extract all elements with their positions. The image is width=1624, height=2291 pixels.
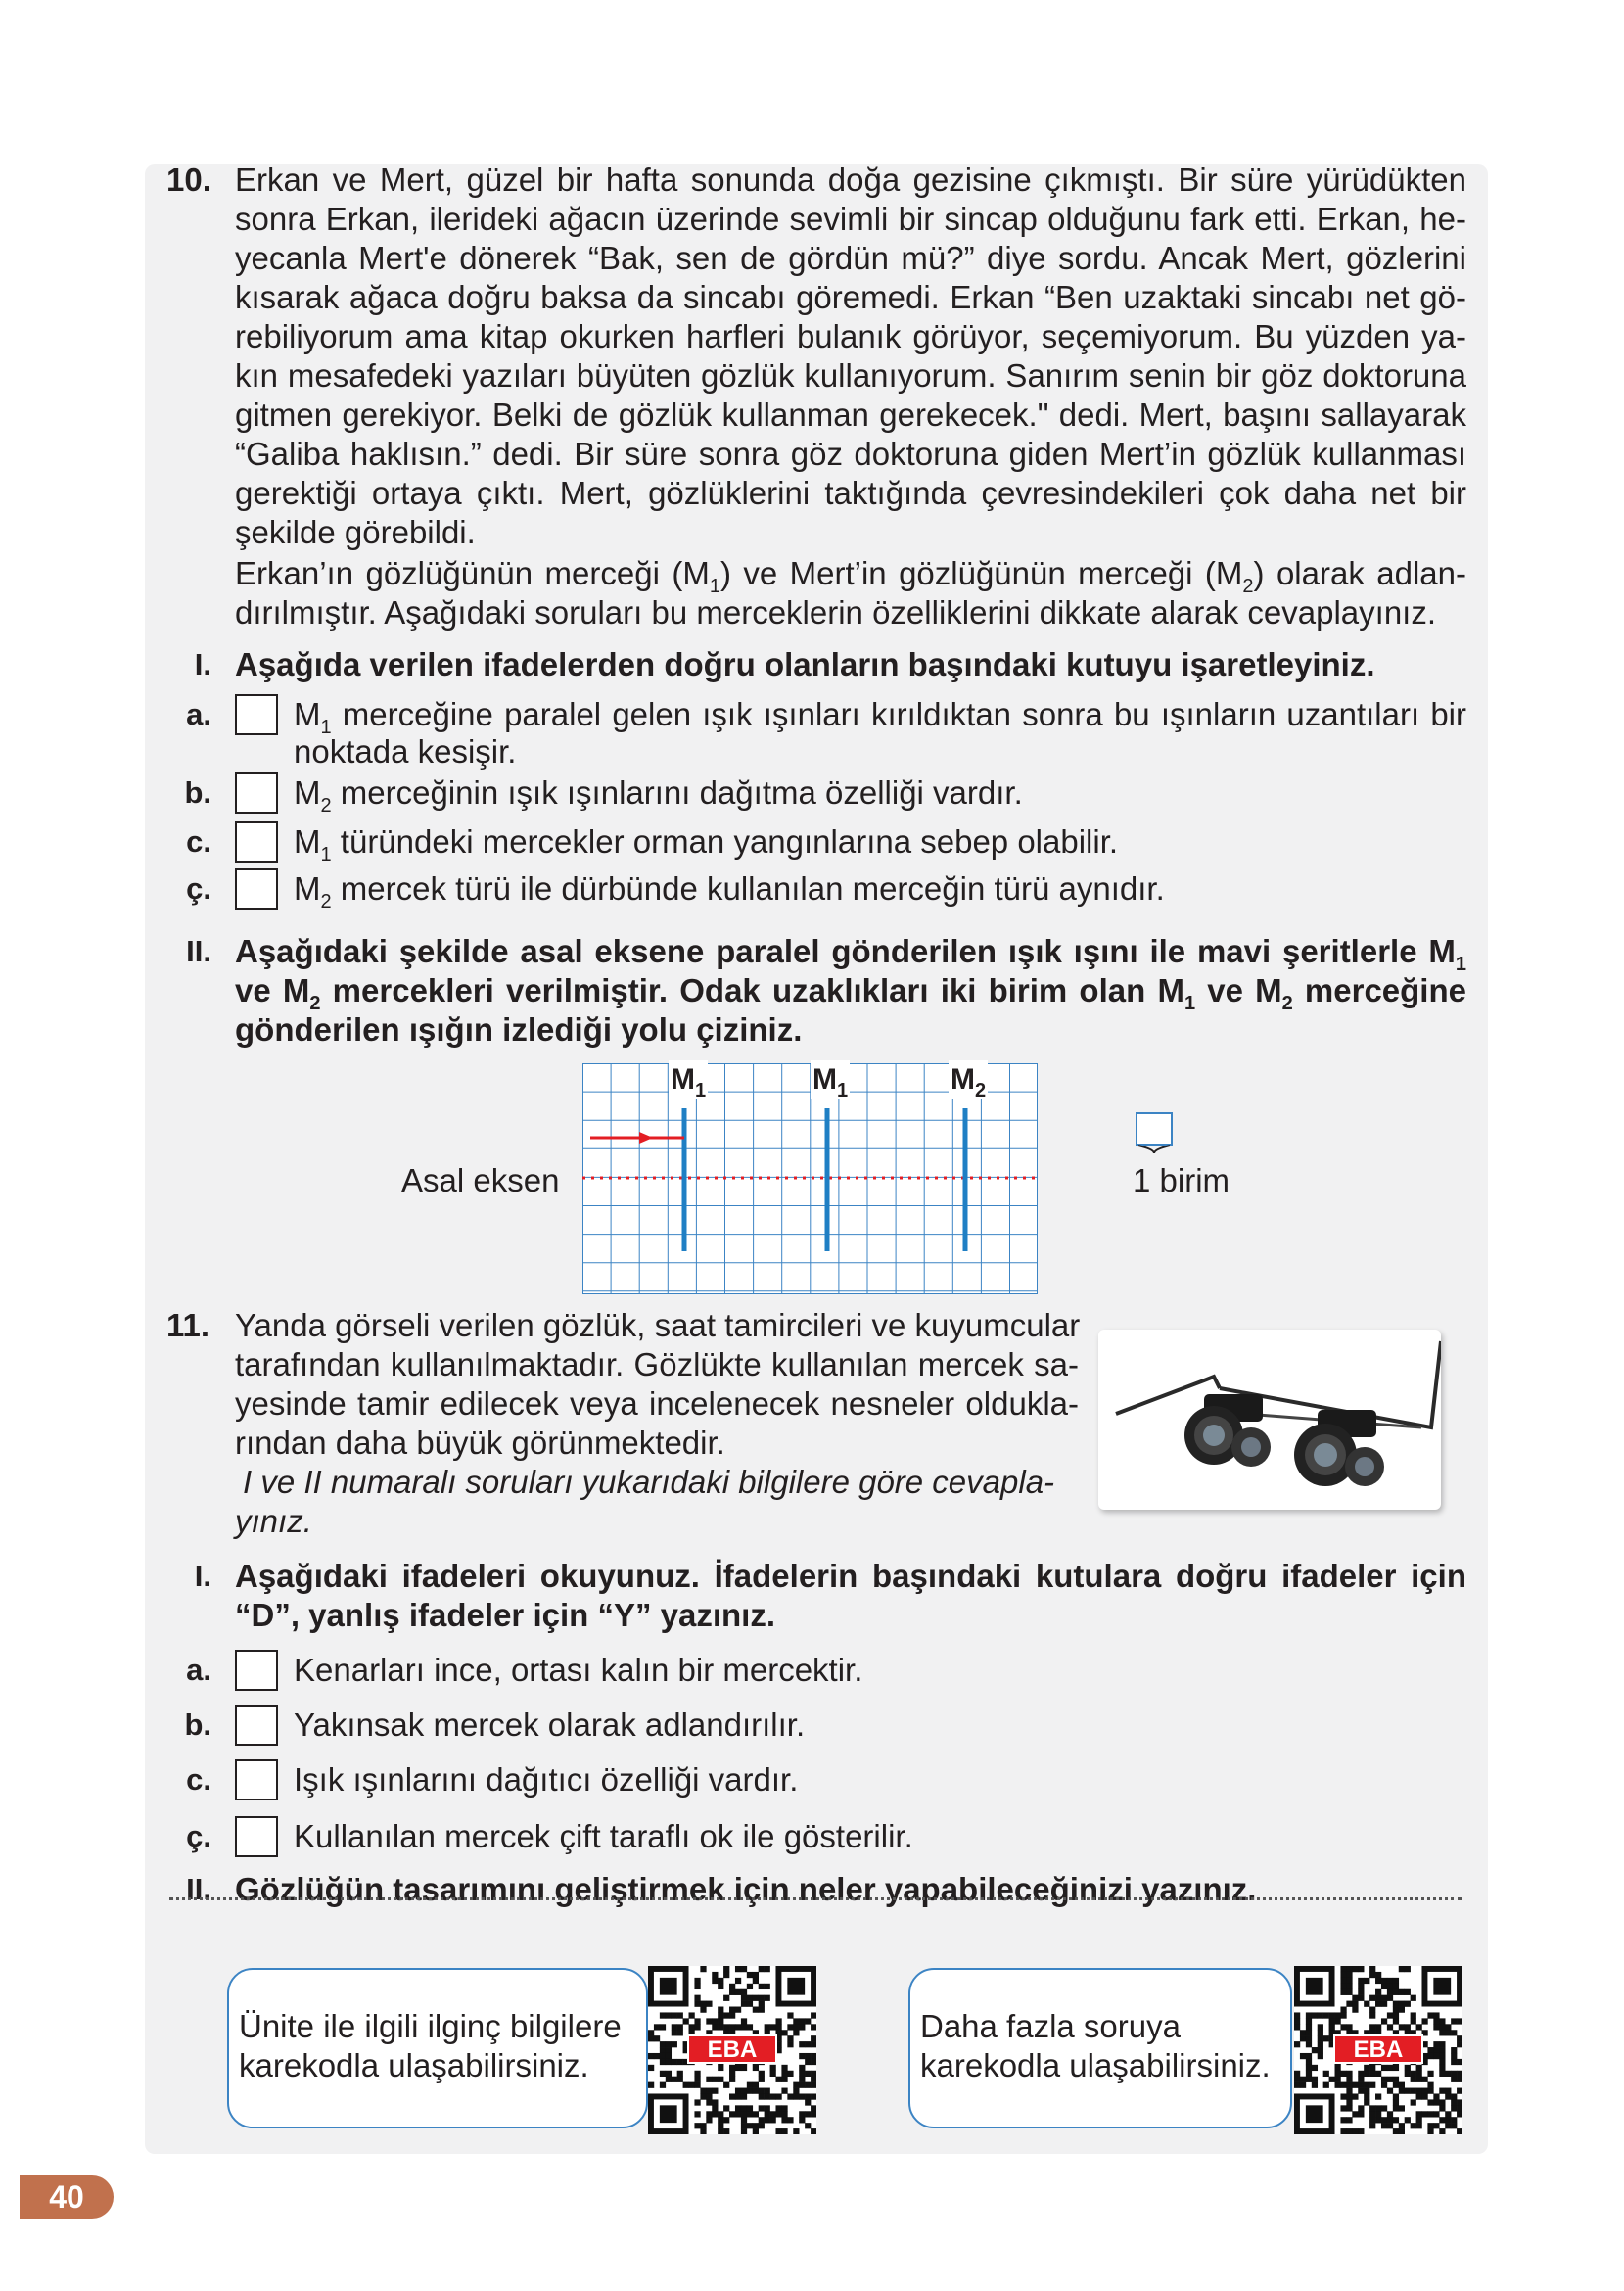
- statement-text: Yakınsak mercek olarak adlandırılır.: [294, 1707, 806, 1743]
- answer-box[interactable]: [235, 1759, 278, 1800]
- paragraph-line: Erkan ve Mert, güzel bir hafta sonunda doğa gezisine çıkmıştı. Bir süre yürüdükten: [235, 162, 1466, 198]
- part-instruction: Aşağıda verilen ifadelerden doğru olanların başındaki kutuyu işaretleyiniz.: [235, 646, 1375, 682]
- item-label: a.: [186, 1653, 211, 1687]
- loupe-glasses-image: [1098, 1330, 1441, 1510]
- part-2-instruction-line-2: ve $M_2$ mercekleri verilmiştir. Odak uzaklıkları iki birim olan $M_1$ ve $M_2$ merceğine: [235, 972, 1466, 1014]
- qr-left-text-line-2: karekodla ulaşabilirsiniz.: [239, 2047, 589, 2083]
- statement-text: Kenarları ince, ortası kalın bir mercektir.: [294, 1652, 863, 1688]
- paragraph-line: tarafından kullanılmaktadır. Gözlükte kullanılan mercek sa-: [235, 1346, 1079, 1382]
- paragraph-line: rından daha büyük görünmektedir.: [235, 1425, 725, 1461]
- answer-box[interactable]: [235, 1705, 278, 1746]
- answer-checkbox[interactable]: [235, 868, 278, 910]
- item-label: b.: [184, 1707, 211, 1742]
- question-10-paragraph-2-line-1: Erkan’ın gözlüğünün merceği $(M_1)$ ve Mert’in gözlüğünün merceği $(M_2)$ olarak adlan-: [235, 555, 1466, 597]
- answer-checkbox[interactable]: [235, 821, 278, 863]
- lens-label-m2: $M_2$: [949, 1060, 988, 1099]
- paragraph-line: yecanla Mert'e dönerek “Bak, sen de gördün mü?” diye sordu. Ancak Mert, gözlerini: [235, 240, 1466, 276]
- paragraph-line: gerektiği ortaya çıktı. Mert, gözlüklerini taktığında çevresindekileri çok daha net bir: [235, 475, 1466, 511]
- paragraph-line: şekilde görebildi.: [235, 514, 476, 550]
- statement-text: Kullanılan mercek çift taraflı ok ile gösterilir.: [294, 1818, 913, 1854]
- lens-label-m1: $M_1$: [811, 1060, 850, 1099]
- eba-badge: EBA: [707, 2036, 758, 2063]
- part-roman: II.: [186, 934, 211, 968]
- qr-left-text-line-1: Ünite ile ilgili ilginç bilgilere: [239, 2008, 622, 2044]
- part-roman: I.: [194, 647, 211, 681]
- statement-text: $M_1$ türündeki mercekler orman yangınlarına sebep olabilir.: [294, 823, 1119, 865]
- item-label: ç.: [186, 1819, 211, 1853]
- item-label: ç.: [186, 871, 211, 906]
- answer-checkbox[interactable]: [235, 694, 278, 735]
- axis-label: Asal eksen: [401, 1162, 560, 1198]
- question-10-paragraph-2-line-2: dırılmıştır. Aşağıdaki soruları bu merceklerin özelliklerini dikkate alarak cevaplayınız.: [235, 594, 1437, 631]
- answer-box[interactable]: [235, 1650, 278, 1691]
- lens-label-m1: $M_1$: [669, 1060, 708, 1099]
- qr-code-right[interactable]: [1294, 1966, 1462, 2134]
- eba-badge: EBA: [1353, 2036, 1404, 2063]
- part-2-instruction-line-1: Aşağıdaki şekilde asal eksene paralel gönderilen ışık ışını ile mavi şeritlerle $M_1$: [235, 933, 1466, 975]
- paragraph-line: kın mesafedeki yazıları büyüten gözlük kullanıyorum. Sanırım senin bir göz doktoruna: [235, 357, 1466, 394]
- paragraph-line: rebiliyorum ama kitap okurken harfleri bulanık görüyor, seçemiyorum. Bu yüzden ya-: [235, 318, 1466, 354]
- unit-square-icon: [1134, 1110, 1177, 1155]
- question-11-note-line-1: I ve II numaralı soruları yukarıdaki bilgilere göre cevapla-: [243, 1464, 1055, 1500]
- question-number: 11.: [166, 1307, 210, 1343]
- item-label: c.: [186, 824, 211, 859]
- part-instruction: Gözlüğün tasarımını geliştirmek için neler yapabileceğinizi yazınız.: [235, 1871, 1257, 1907]
- part-instruction-line-1: Aşağıdaki ifadeleri okuyunuz. İfadelerin başındaki kutulara doğru ifadeler için: [235, 1558, 1466, 1594]
- answer-line[interactable]: [169, 1897, 1462, 1900]
- part-roman: I.: [194, 1559, 211, 1593]
- qr-right-text-line-2: karekodla ulaşabilirsiniz.: [920, 2047, 1271, 2083]
- paragraph-line: kısarak ağaca doğru baksa da sincabı göremedi. Erkan “Ben uzaktaki sincabı net gö-: [235, 279, 1466, 315]
- paragraph-line: “Galiba haklısın.” dedi. Bir süre sonra göz doktoruna giden Mert’in gözlük kullanması: [235, 436, 1466, 472]
- statement-text: Işık ışınlarını dağıtıcı özelliği vardır.: [294, 1761, 799, 1798]
- question-11-note-line-2: yınız.: [235, 1503, 312, 1539]
- item-label: b.: [184, 775, 211, 810]
- item-label: c.: [186, 1762, 211, 1797]
- paragraph-line: yesinde tamir edilecek veya incelenecek nesneler oldukla-: [235, 1385, 1079, 1422]
- part-roman: II.: [186, 1872, 211, 1906]
- page-number: 40: [20, 2175, 114, 2219]
- statement-text-continued: noktada kesişir.: [294, 733, 517, 770]
- answer-checkbox[interactable]: [235, 772, 278, 814]
- qr-right-text-line-1: Daha fazla soruya: [920, 2008, 1181, 2044]
- question-number: 10.: [166, 162, 211, 198]
- paragraph-line: gitmen gerekiyor. Belki de gözlük kullanman gerekecek." dedi. Mert, başını sallayarak: [235, 397, 1466, 433]
- part-instruction-line-2: “D”, yanlış ifadeler için “Y” yazınız.: [235, 1597, 776, 1633]
- statement-text: $M_1$ merceğine paralel gelen ışık ışınları kırıldıktan sonra bu ışınların uzantıları bir: [294, 696, 1466, 738]
- paragraph-line: sonra Erkan, ilerideki ağacın üzerinde sevimli bir sincap olduğunu fark etti. Erkan, he-: [235, 201, 1466, 237]
- answer-box[interactable]: [235, 1816, 278, 1857]
- statement-text: $M_2$ merceğinin ışık ışınlarını dağıtma özelliği vardır.: [294, 774, 1023, 817]
- part-2-instruction-line-3: gönderilen ışığın izlediği yolu çiziniz.: [235, 1011, 803, 1048]
- paragraph-line: Yanda görseli verilen gözlük, saat tamircileri ve kuyumcular: [235, 1307, 1081, 1343]
- qr-code-left[interactable]: [648, 1966, 816, 2134]
- unit-label: 1 birim: [1133, 1162, 1230, 1198]
- item-label: a.: [186, 697, 211, 731]
- statement-text: $M_2$ mercek türü ile dürbünde kullanılan merceğin türü aynıdır.: [294, 870, 1165, 912]
